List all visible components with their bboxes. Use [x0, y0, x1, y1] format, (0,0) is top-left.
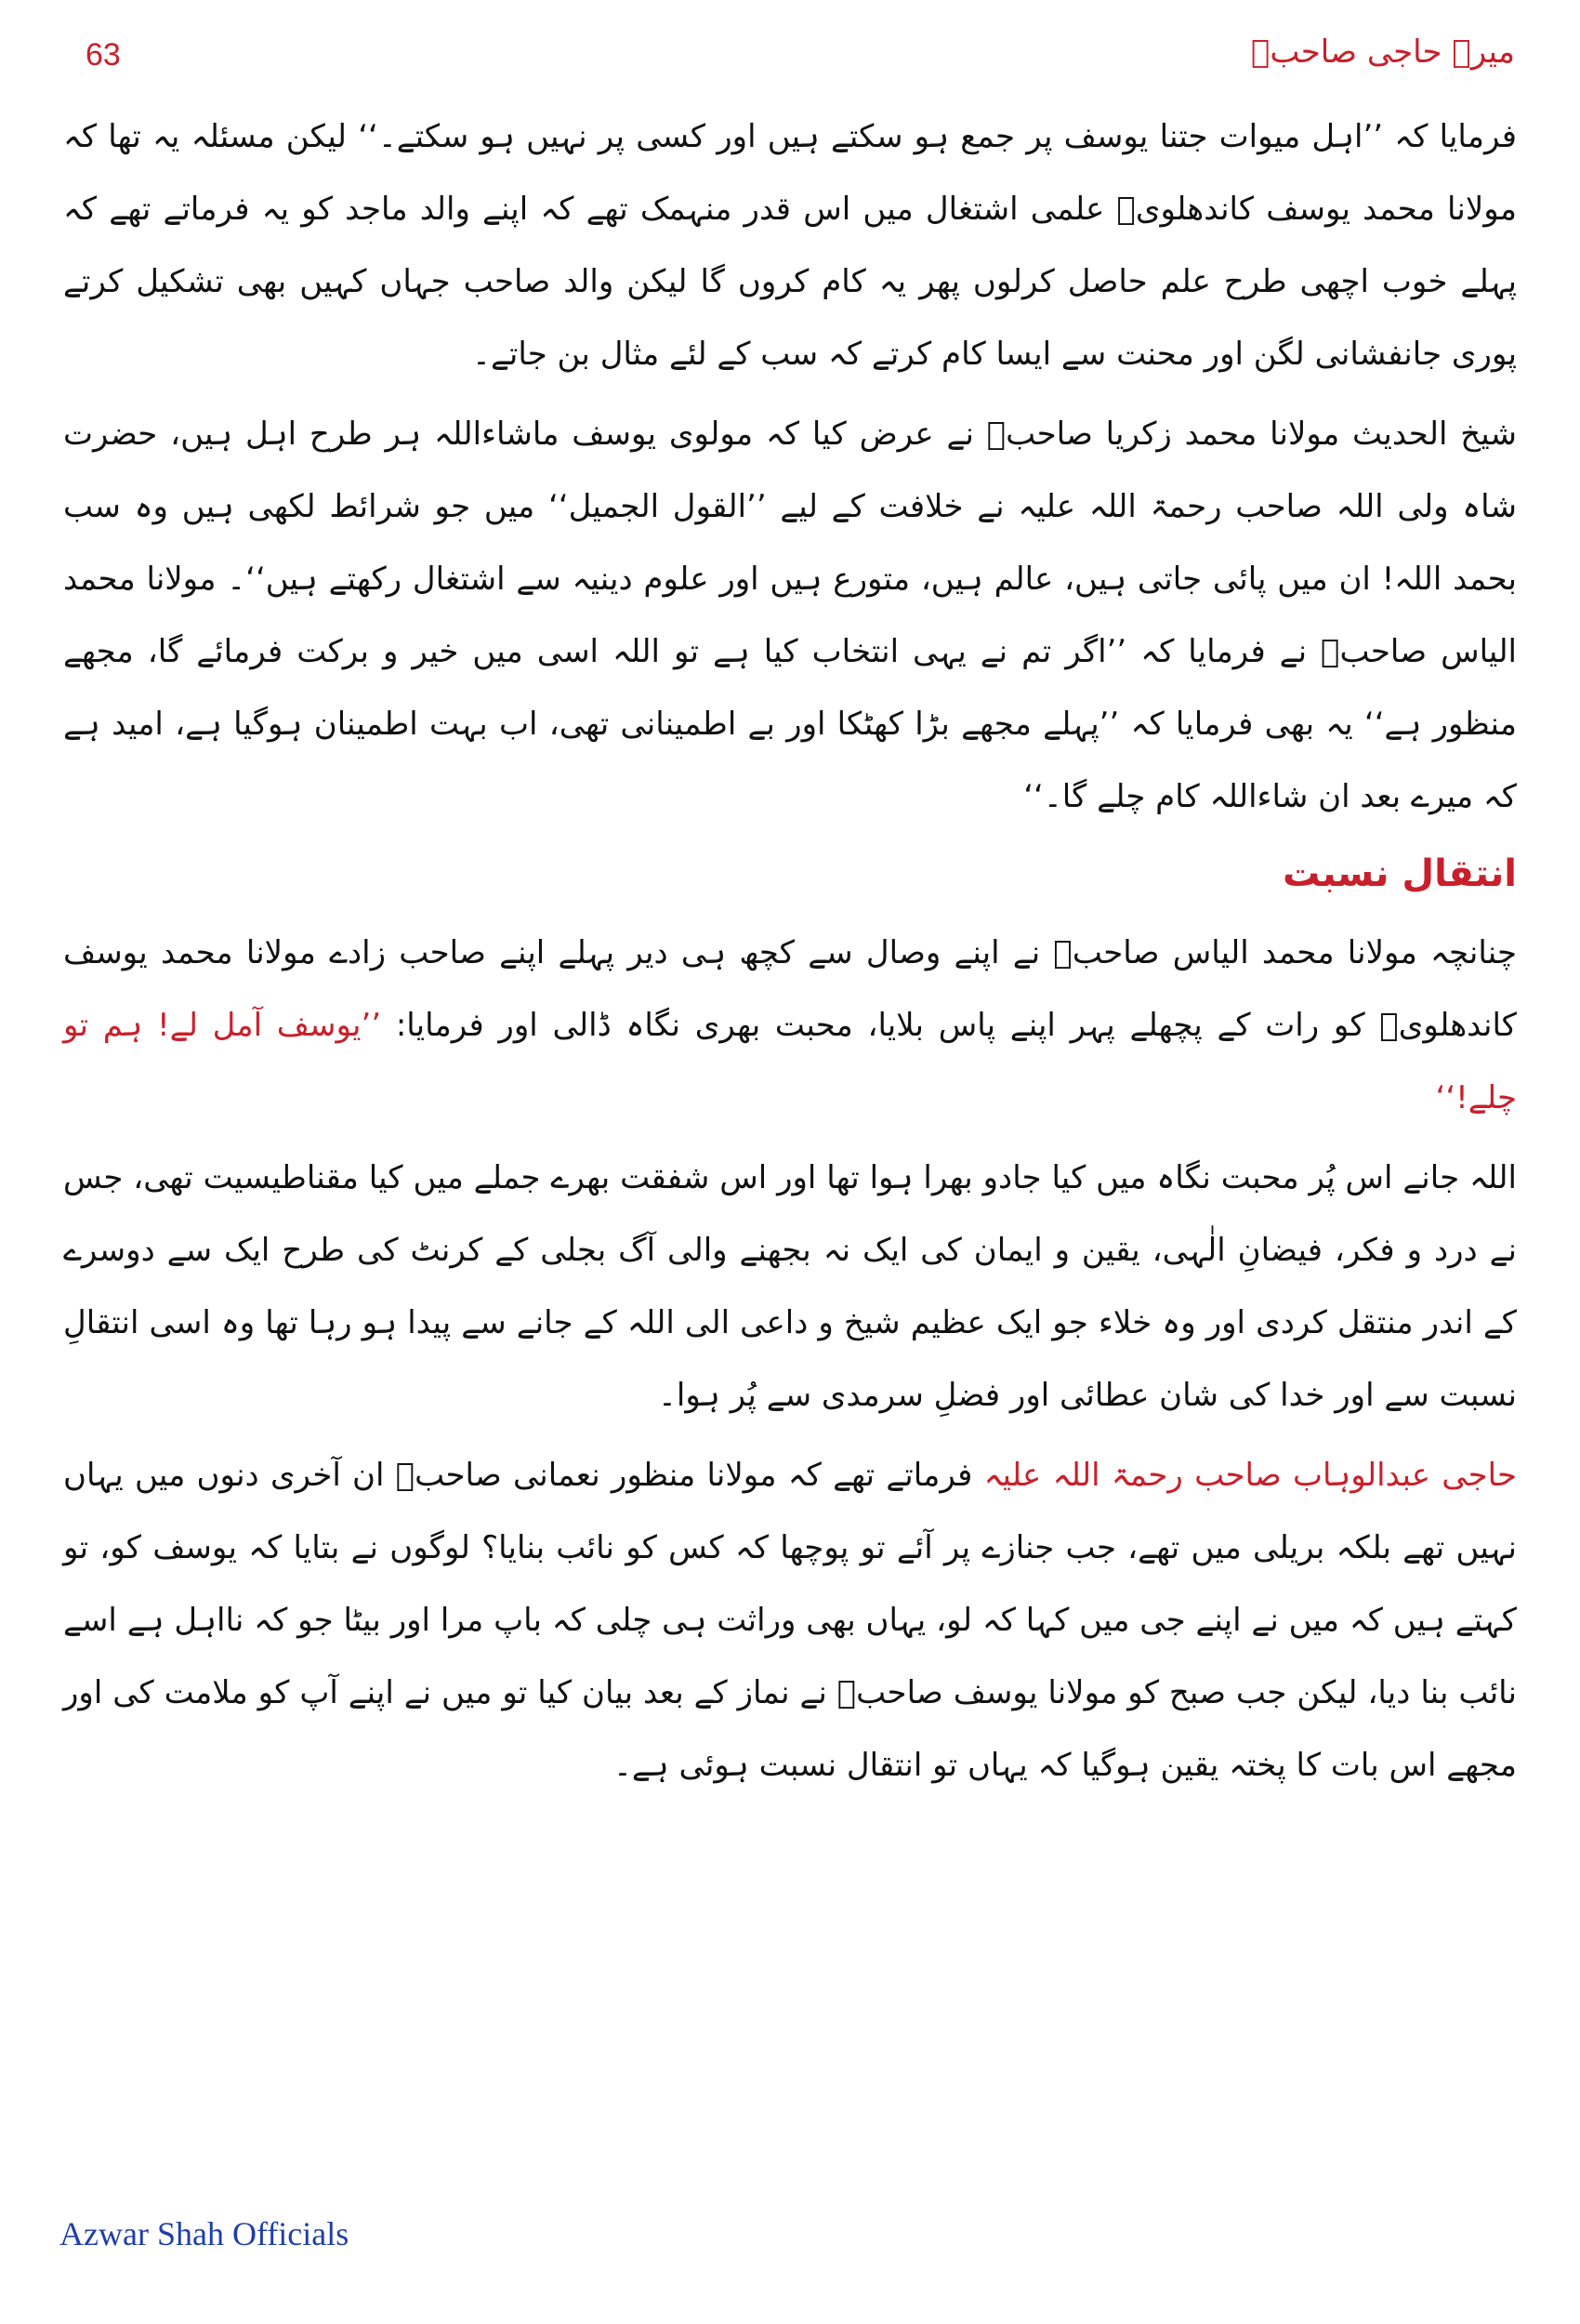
paragraph-1: فرمایا کہ ’’اہل میوات جتنا یوسف پر جمع ہو سکتے ہیں اور کسی پر نہیں ہو سکتے۔‘‘ لیکن مسئلہ یہ تھا کہ مولانا محمد یوسف کاندھلویؒ علمی اشتغال میں اس قدر منہمک تھے کہ اپنے والد ماجد کو یہ فرماتے تھے کہ پہلے خوب اچھی طرح علم حاصل کرلوں پھر یہ کام کروں گا لیکن والد صاحب جہاں کہیں بھی تشکیل کرتے پوری جانفشانی لگن اور محنت سے ایسا کام کرتے کہ سب کے لئے مثال بن جاتے۔ [63, 118, 1517, 373]
page-body [63, 100, 1517, 1809]
paragraph-4: اللہ جانے اس پُر محبت نگاہ میں کیا جادو بھرا ہوا تھا اور اس شفقت بھرے جملے میں کیا مقناطیسیت تھی، جس نے درد و فکر، فیضانِ الٰہی، یقین و ایمان کی ایک نہ بجھنے والی آگ بجلی کے کرنٹ کی طرح ایک سے دوسرے کے اندر منتقل کردی اور وہ خلاء جو ایک عظیم شیخ و داعی الی اللہ کے جانے سے پیدا ہو رہا تھا وہ اسی انتقالِ نسبت سے اور خدا کی شان عطائی اور فضلِ سرمدی سے پُر ہوا۔ [63, 1159, 1517, 1414]
paragraph-5-text: فرماتے تھے کہ مولانا منظور نعمانی صاحبؒ ان آخری دنوں میں یہاں نہیں تھے بلکہ بریلی میں تھے، جب جنازے پر آئے تو پوچھا کہ کس کو نائب بنایا؟ لوگوں نے بتایا کہ یوسف کو، تو کہتے ہیں کہ میں نے اپنے جی میں کہا کہ لو، یہاں بھی وراثت ہی چلی کہ باپ مرا اور بیٹا جو کہ نااہل ہے اسے نائب بنا دیا، لیکن جب صبح کو مولانا یوسف صاحبؒ نے نماز کے بعد بیان کیا تو میں نے اپنے آپ کو ملامت کی اور مجھے اس بات کا پختہ یقین ہوگیا کہ یہاں تو انتقال نسبت ہوئی ہے۔ [63, 1457, 1517, 1784]
section-heading: انتقال نسبت [1283, 852, 1517, 895]
paragraph-2: شیخ الحدیث مولانا محمد زکریا صاحبؒ نے عرض کیا کہ مولوی یوسف ماشاءاللہ ہر طرح اہل ہیں، حضرت شاہ ولی اللہ صاحب رحمۃ اللہ علیہ نے خلافت کے لیے ’’القول الجمیل‘‘ میں جو شرائط لکھی ہیں وہ سب بحمد اللہ! ان میں پائی جاتی ہیں، عالم ہیں، متورع ہیں اور علوم دینیہ سے اشتغال رکھتے ہیں‘‘۔ مولانا محمد الیاس صاحبؒ نے فرمایا کہ ’’اگر تم نے یہی انتخاب کیا ہے تو اللہ اسی میں خیر و برکت فرمائے گا، مجھے منظور ہے‘‘ یہ بھی فرمایا کہ ’’پہلے مجھے بڑا کھٹکا اور بے اطمینانی تھی، اب بہت اطمینان ہوگیا ہے، امید ہے کہ میرے بعد ان شاءاللہ کام چلے گا۔‘‘ [63, 416, 1517, 815]
paragraph-3-text: چنانچہ مولانا محمد الیاس صاحبؒ نے اپنے وصال سے کچھ ہی دیر پہلے اپنے صاحب زادے مولانا محمد یوسف کاندھلویؒ کو رات کے پچھلے پہر اپنے پاس بلایا، محبت بھری نگاہ ڈالی اور فرمایا: [63, 934, 1517, 1044]
paragraph-5 [63, 1439, 1517, 1802]
highlighted-quote: ’’یوسف آمل لے! ہم تو چلے!‘‘ [63, 1007, 1517, 1116]
footer-watermark: Azwar Shah Officials [59, 2215, 349, 2252]
page-number: 63 [86, 37, 121, 73]
highlighted-name: حاجی عبدالوہاب صاحب رحمۃ اللہ علیہ [983, 1457, 1517, 1494]
paragraph-3 [63, 917, 1517, 1134]
running-header-title: میرے حاجی صاحبؒ [1250, 33, 1515, 71]
